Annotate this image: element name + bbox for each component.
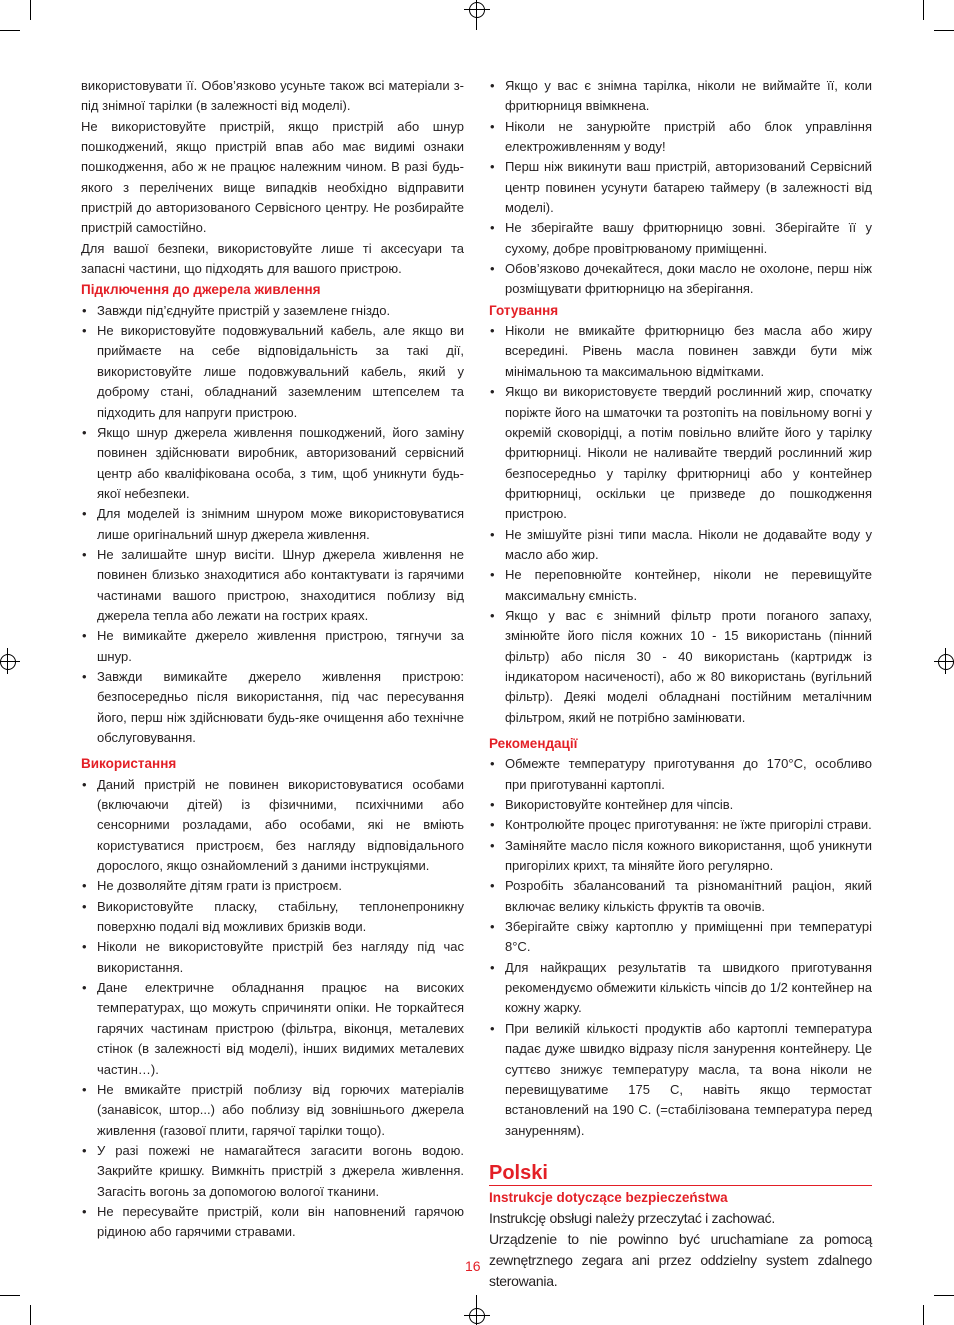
registration-mark (469, 2, 485, 18)
list-item: • Даний пристрій не повинен використовуватися особами (включаючи дітей) із фізичними, психічними або сенсорними розладами, або особами, які не вміють користуватися пристроєм, без нагляду відповідального дорослого, якщо ознайомлений з даними інструкціями. (81, 775, 464, 877)
section-title-usage: Використання (81, 756, 177, 772)
usage-list (81, 775, 464, 1243)
list-item: • Не пересувайте пристрій, коли він наповнений гарячою рідиною або гарячими стравами. (81, 1202, 464, 1243)
language-title-polski: Polski (489, 1161, 548, 1184)
power-list (81, 301, 464, 749)
list-item: • Ніколи не вмикайте фритюрницю без масла або жиру всередині. Рівень масла повинен завжди бути між мінімальною та максимальною відмітками. (489, 321, 872, 382)
list-item: • Для найкращих результатів та швидкого приготування рекомендуємо обмежити кількість чіпсів до 1/2 контейнер на кожну жарку. (489, 958, 872, 1019)
list-item: • Для моделей із знімним шнуром може використовуватися лише оригінальний шнур джерела живлення. (81, 504, 464, 545)
list-item: • Не переповнюйте контейнер, ніколи не перевищуйте максимальну ємність. (489, 565, 872, 606)
list-item: • Якщо ви використовуєте твердий рослинний жир, спочатку поріжте його на шматочки та розтопіть на повільному вогні у окремій сковорідці, а потім повільно влийте його у тарілку фритюрниці. Ніколи не наливайте твердий рослинний жир безпосередньо у тарілку фритюрниці або у контейнер фритюрниці, оскільки це призведе до пошкодження пристрою. (489, 382, 872, 524)
list-item: • Якщо шнур джерела живлення пошкоджений, його заміну повинен здійснювати виробник, авторизований сервісний центр або кваліфікована особа, з тим, щоб уникнути будь-якої небезпеки. (81, 423, 464, 504)
list-item: • Обов’язково дочекайтеся, доки масло не охолоне, перш ніж розміщувати фритюрницю на зберігання. (489, 259, 872, 300)
registration-mark (476, 0, 477, 30)
section-title-power: Підключення до джерела живлення (81, 282, 321, 298)
registration-mark (945, 648, 946, 674)
list-item: • Не вимикайте джерело живлення пристрою, тягнучи за шнур. (81, 626, 464, 667)
registration-mark (7, 648, 8, 674)
list-item: • Не вмикайте пристрій поблизу від горючих матеріалів (занавісок, штор...) або поблизу від зовнішнього джерела живлення (газової плити, гарячої тарілки тощо). (81, 1080, 464, 1141)
list-item: • Розробіть збалансований та різноманітний раціон, який включає велику кількість фруктів та овочів. (489, 876, 872, 917)
right-column (489, 76, 872, 1291)
page-number: 16 (465, 1258, 481, 1274)
list-item: • Перш ніж викинути ваш пристрій, авторизований Сервісний центр повинен усунути батарею таймеру (в залежності від моделі). (489, 157, 872, 218)
registration-mark (464, 9, 490, 10)
crop-mark (934, 30, 954, 31)
crop-mark (923, 0, 924, 20)
cooking-list (489, 321, 872, 728)
list-item: • Зберігайте свіжу картоплю у приміщенні при температурі 8°C. (489, 917, 872, 958)
registration-mark (0, 661, 20, 662)
polski-paragraph: Urządzenie to nie powinno być uruchamiane za pomocą zewnętrznego zegara ani przez oddzielny system zdalnego sterowania. (489, 1231, 872, 1289)
list-item: • При великій кількості продуктів або картоплі температура падає дуже швидко відразу після занурення контейнеру. Це суттєво знижує температуру масла, та вона ніколи не перевищуватиме 175 С, навіть якщо термостат встановлений на 190 С. (=стабілізована температура перед зануренням). (489, 1019, 872, 1141)
storage-list (489, 76, 872, 300)
crop-mark (30, 1305, 31, 1325)
registration-mark (476, 1295, 477, 1325)
section-title-cooking: Готування (489, 302, 559, 318)
list-item: • Якщо у вас є знімна тарілка, ніколи не виймайте її, коли фритюрниця ввімкнена. (489, 76, 872, 117)
list-item: • Ніколи не занурюйте пристрій або блок управління електроживленням у воду! (489, 117, 872, 158)
list-item: • Не залишайте шнур висіти. Шнур джерела живлення не повинен близько знаходитися або контактувати із гарячими частинами вашого пристрою, знаходитися поблизу від джерела тепла або лежати на гострих краях. (81, 545, 464, 626)
list-item: • Обмежте температуру приготування до 170°C, особливо при приготуванні картоплі. (489, 754, 872, 795)
section-title-recommendations: Рекомендації (489, 736, 578, 751)
list-item: • Використовуйте контейнер для чіпсів. (489, 795, 872, 815)
registration-mark (469, 1308, 485, 1324)
language-divider (489, 1185, 872, 1186)
crop-mark (30, 0, 31, 20)
list-item: • Завжди вимикайте джерело живлення пристрою: безпосередньо після використання, під час пересування його, перш ніж здійснювати будь-яке очищення або технічне обслуговування. (81, 667, 464, 748)
registration-mark (938, 654, 954, 670)
list-item: • Завжди під’єднуйте пристрій у заземлене гніздо. (81, 301, 464, 321)
list-item: • Не використовуйте подовжувальний кабель, але якщо ви приймаєте на себе відповідальність за такі дії, використовуйте лише подовжувальний кабель, який у доброму стані, обладнаний заземленим штепселем та підходить для напруги пристрою. (81, 321, 464, 423)
list-item: • Заміняйте масло після кожного використання, щоб уникнути пригорілих крихт, та міняйте його регулярно. (489, 836, 872, 877)
intro-paragraph: Не використовуйте пристрій, якщо пристрій або шнур пошкоджений, якщо пристрій впав або має видимі ознаки пошкодження, або ж не працює належним чином. В разі будь-якого з перелічених вище випадків необхідно відправити пристрій до авторизованого Сервісного центру. Не розбирайте пристрій самостійно. (81, 118, 464, 236)
registration-mark (464, 1315, 490, 1316)
list-item: • Дане електричне обладнання працює на високих температурах, що можуть спричиняти опіки. Не торкайтеся гарячих частинам пристрою (фільтра, віконця, металевих стінок (в залежності від моделі), інших видимих металевих частин…). (81, 978, 464, 1080)
registration-mark (0, 654, 16, 670)
left-column (81, 76, 464, 1243)
intro-paragraph: Для вашої безпеки, використовуйте лише ті аксесуари та запасні частини, що підходять для вашого пристрою. (81, 240, 464, 277)
section-title-safety-pl: Instrukcje dotyczące bezpieczeństwa (489, 1189, 728, 1205)
crop-mark (0, 1295, 20, 1296)
list-item: • Не дозволяйте дітям грати із пристроєм. (81, 876, 464, 896)
list-item: • Не зберігайте вашу фритюрницю зовні. Зберігайте її у сухому, добре провітрюваному приміщенні. (489, 218, 872, 259)
list-item: • Не змішуйте різні типи масла. Ніколи не додавайте воду у масло або жир. (489, 525, 872, 566)
polski-paragraph: Instrukcję obsługi należy przeczytać i zachować. (489, 1210, 775, 1227)
list-item: • Ніколи не використовуйте пристрій без нагляду під час використання. (81, 937, 464, 978)
intro-paragraph: використовувати її. Обов’язково усуньте також всі матеріали з-під знімної тарілки (в залежності від моделі). (81, 78, 464, 114)
list-item: • Якщо у вас є знімний фільтр проти поганого запаху, змінюйте його після кожних 10 - 15 використань (пінний фільтр) або після 30 - 40 використань (картридж із індикатором насиченості), або ж 80 використань (вугільний фільтр). Деякі моделі обладнані постійним металічним фільтром, який не потрібно замінювати. (489, 606, 872, 728)
list-item: • Контролюйте процес приготування: не їжте пригорілі страви. (489, 815, 872, 835)
crop-mark (934, 1295, 954, 1296)
list-item: • Використовуйте пласку, стабільну, теплонепроникну поверхню подалі від можливих бризків води. (81, 897, 464, 938)
registration-mark (934, 661, 954, 662)
list-item: • У разі пожежі не намагайтеся загасити вогонь водою. Закрийте кришку. Вимкніть пристрій з джерела живлення. Загасіть вогонь за допомогою вологої тканини. (81, 1141, 464, 1202)
crop-mark (923, 1305, 924, 1325)
recommendations-list (489, 754, 872, 1141)
crop-mark (0, 30, 20, 31)
